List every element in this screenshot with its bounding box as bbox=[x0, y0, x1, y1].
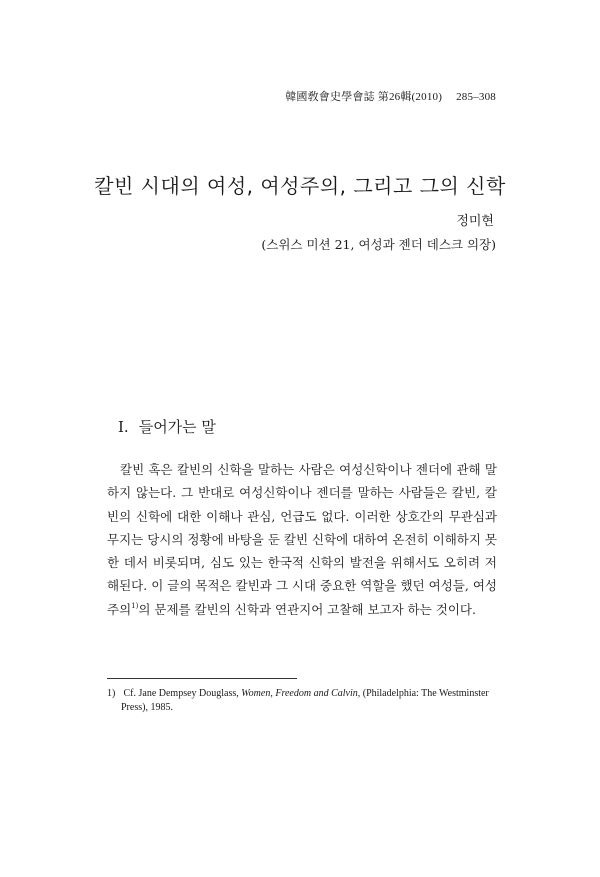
footnote bbox=[107, 687, 516, 715]
footnote-marker: 1) bbox=[107, 688, 116, 699]
article-title: 칼빈 시대의 여성, 여성주의, 그리고 그의 신학 bbox=[94, 174, 506, 199]
footnote-divider bbox=[107, 678, 297, 679]
author-affiliation: (스위스 미션 21, 여성과 젠더 데스크 의장) bbox=[261, 237, 496, 252]
body-paragraph bbox=[107, 458, 497, 621]
footnote-book-title: Women, Freedom and Calvin, bbox=[241, 688, 361, 699]
footnote-suffix: (Philadelphia: The Westminster Press), 1985. bbox=[121, 688, 489, 713]
section-title: 들어가는 말 bbox=[138, 418, 216, 436]
body-text-part-1: 칼빈 혹은 칼빈의 신학을 말하는 사람은 여성신학이나 젠더에 관해 말하지 않는다. 그 반대로 여성신학이나 젠더를 말하는 사람들은 칼빈, 칼빈의 신학에 대한 이해나 관심, 언급도 없다. 이러한 상호간의 무관심과 무지는 당시의 정황에 바탕을 둔 칼빈 신학에 대하여 온전히 이해하지 못한 데서 비롯되며, 심도 있는 한국적 신학의 발전을 위해서도 오히려 저해된다. 이 글의 목적은 칼빈과 그 시대 중요한 역할을 했던 여성들, 여성주의 bbox=[107, 462, 497, 617]
journal-citation: 韓國敎會史學會誌 第26輯(2010) bbox=[285, 91, 443, 103]
page-range: 285–308 bbox=[456, 91, 496, 103]
running-header bbox=[285, 88, 496, 104]
footnote-reference[interactable]: 1) bbox=[131, 601, 139, 610]
body-text-part-2: 의 문제를 칼빈의 신학과 연관지어 고찰해 보고자 하는 것이다. bbox=[138, 601, 476, 617]
section-heading bbox=[118, 416, 216, 437]
section-number: I. bbox=[118, 418, 129, 436]
author-name: 정미현 bbox=[456, 214, 494, 229]
footnote-prefix: Cf. Jane Dempsey Douglass, bbox=[123, 688, 239, 699]
